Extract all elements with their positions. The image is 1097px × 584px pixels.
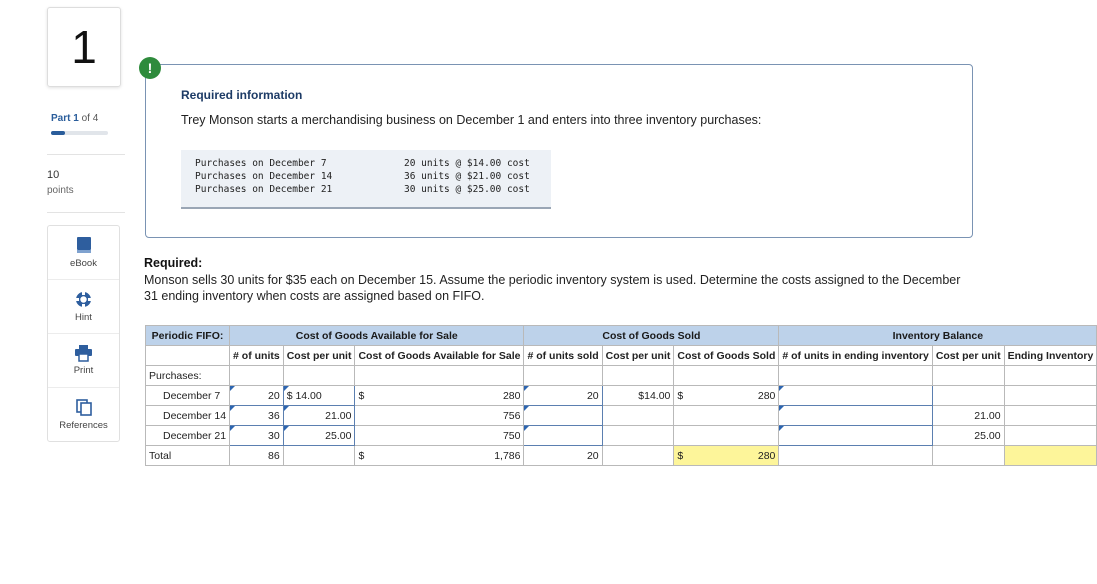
total-units-sold: 20 bbox=[524, 446, 602, 466]
col-header: # of units in ending inventory bbox=[779, 346, 932, 366]
cogas-value: 756 bbox=[355, 406, 524, 426]
total-cogas-cell bbox=[355, 446, 524, 466]
table-column-header bbox=[146, 346, 1097, 366]
part-progress-bar bbox=[51, 131, 108, 135]
cogs-value bbox=[674, 406, 779, 426]
scenario-text: Trey Monson starts a merchandising business on December 1 and enters into three inventory purchases: bbox=[181, 113, 762, 127]
hint-button[interactable] bbox=[48, 280, 119, 334]
print-label: Print bbox=[73, 365, 94, 376]
lifebuoy-icon bbox=[75, 291, 92, 308]
row-label: December 14 bbox=[146, 406, 230, 426]
question-number: 1 bbox=[47, 7, 121, 87]
table-row bbox=[146, 386, 1097, 406]
documents-icon bbox=[76, 399, 92, 416]
purchase-detail: 30 units @ $25.00 cost bbox=[404, 184, 530, 195]
cogas-value: 280 bbox=[502, 389, 521, 402]
sold-cost-per-unit: $14.00 bbox=[602, 386, 674, 406]
required-heading: Required: bbox=[144, 256, 203, 270]
dollar-sign: $ bbox=[677, 389, 684, 402]
dollar-sign: $ bbox=[358, 389, 365, 402]
units-sold-input[interactable]: 20 bbox=[524, 386, 602, 406]
col-header: Cost of Goods Available for Sale bbox=[355, 346, 524, 366]
tools-panel bbox=[47, 225, 120, 442]
total-cogas: 1,786 bbox=[494, 449, 521, 462]
references-button[interactable] bbox=[48, 388, 119, 441]
col-header: Cost per unit bbox=[283, 346, 355, 366]
units-sold-input[interactable] bbox=[524, 406, 602, 426]
required-information-title: Required information bbox=[181, 88, 303, 102]
divider bbox=[47, 212, 125, 213]
purchase-detail: 20 units @ $14.00 cost bbox=[404, 158, 530, 169]
total-units: 86 bbox=[230, 446, 284, 466]
total-ending-inventory bbox=[1004, 446, 1097, 466]
purchases-box bbox=[181, 150, 551, 209]
total-row bbox=[146, 446, 1097, 466]
dollar-sign: $ bbox=[677, 449, 684, 462]
references-label: References bbox=[59, 419, 108, 431]
purchases-label: Purchases: bbox=[146, 366, 230, 386]
cogs-cell bbox=[674, 386, 779, 406]
group-header-sold: Cost of Goods Sold bbox=[524, 326, 779, 346]
total-cogs: 280 bbox=[757, 449, 776, 462]
purchase-detail: 36 units @ $21.00 cost bbox=[404, 171, 530, 182]
ebook-label: eBook bbox=[70, 257, 97, 269]
ending-inventory-cell bbox=[1004, 406, 1097, 426]
cogas-value: 750 bbox=[355, 426, 524, 446]
dollar-sign: $ bbox=[358, 449, 365, 462]
table-row bbox=[146, 366, 1097, 386]
purchase-label: Purchases on December 14 bbox=[195, 171, 333, 182]
sold-cost-per-unit bbox=[602, 406, 674, 426]
balance-cost-per-unit: 25.00 bbox=[932, 426, 1004, 446]
group-header-available: Cost of Goods Available for Sale bbox=[230, 326, 524, 346]
ending-units-input[interactable] bbox=[779, 386, 932, 406]
balance-cost-per-unit: 21.00 bbox=[932, 406, 1004, 426]
total-label: Total bbox=[146, 446, 230, 466]
printer-icon bbox=[75, 345, 92, 361]
required-instructions: Monson sells 30 units for $35 each on December 15. Assume the periodic inventory system is used. Determine the costs assigned to the December 31 ending inventory when costs are assigned based on FIFO. bbox=[144, 273, 961, 303]
book-icon bbox=[76, 237, 92, 254]
hint-label: Hint bbox=[75, 311, 92, 323]
row-label: December 7 bbox=[146, 386, 230, 406]
units-input[interactable]: 30 bbox=[230, 426, 284, 446]
ending-units-input[interactable] bbox=[779, 406, 932, 426]
col-header: Cost per unit bbox=[602, 346, 674, 366]
col-header: Cost of Goods Sold bbox=[674, 346, 779, 366]
balance-cost-per-unit bbox=[932, 386, 1004, 406]
table-row bbox=[146, 426, 1097, 446]
col-header: # of units sold bbox=[524, 346, 602, 366]
cogs-value: 280 bbox=[757, 389, 776, 402]
cost-per-unit-input[interactable]: $ 14.00 bbox=[283, 386, 355, 406]
cogas-cell bbox=[355, 386, 524, 406]
group-header-balance: Inventory Balance bbox=[779, 326, 1097, 346]
table-row bbox=[146, 406, 1097, 426]
cogs-value bbox=[674, 426, 779, 446]
alert-icon: ! bbox=[139, 57, 161, 79]
table-title: Periodic FIFO: bbox=[146, 326, 230, 346]
points-value: 10 bbox=[47, 169, 60, 181]
sold-cost-per-unit bbox=[602, 426, 674, 446]
part-progress-fill bbox=[51, 131, 65, 135]
ending-inventory-cell bbox=[1004, 426, 1097, 446]
row-label: December 21 bbox=[146, 426, 230, 446]
units-input[interactable]: 36 bbox=[230, 406, 284, 426]
points-label: points bbox=[47, 185, 74, 196]
col-header: # of units bbox=[230, 346, 284, 366]
purchase-label: Purchases on December 21 bbox=[195, 184, 333, 195]
total-cogs-cell bbox=[674, 446, 779, 466]
periodic-fifo-table bbox=[145, 325, 1097, 466]
print-button[interactable] bbox=[48, 334, 119, 388]
part-indicator: Part 1 of 4 bbox=[51, 113, 99, 124]
col-header: Ending Inventory bbox=[1004, 346, 1097, 366]
divider bbox=[47, 154, 125, 155]
ending-inventory-cell bbox=[1004, 386, 1097, 406]
col-header: Cost per unit bbox=[932, 346, 1004, 366]
ending-units-input[interactable] bbox=[779, 426, 932, 446]
cost-per-unit-input[interactable]: 21.00 bbox=[283, 406, 355, 426]
cost-per-unit-input[interactable]: 25.00 bbox=[283, 426, 355, 446]
units-sold-input[interactable] bbox=[524, 426, 602, 446]
purchase-label: Purchases on December 7 bbox=[195, 158, 327, 169]
units-input[interactable]: 20 bbox=[230, 386, 284, 406]
table-group-header bbox=[146, 326, 1097, 346]
ebook-button[interactable] bbox=[48, 226, 119, 280]
